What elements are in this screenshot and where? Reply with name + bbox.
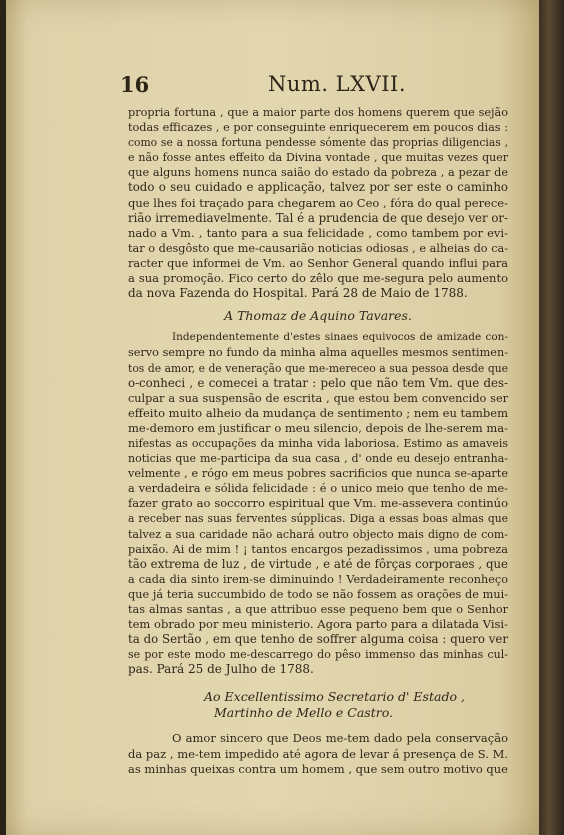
text-line: culpar a sua suspensão de escrita , que estou bem convencido ser [128,391,508,405]
text-line: Independentemente d'estes sinaes equivocos de amizade con- [172,331,508,344]
text-line: as minhas queixas contra um homem , que sem outro motivo que [128,761,508,776]
text-line: servo sempre no fundo da minha alma aquelles mesmos sentimen- [128,346,508,360]
addressee-title: Ao Excellentissimo Secretario d' Estado , [204,689,465,705]
addressee-block [128,689,508,721]
text-line: a sua promoção. Fico certo do zêlo que me-segura pelo aumento [128,271,508,286]
text-line: que alguns homens nunca saião do estado da pobreza , a pezar de [128,166,508,180]
text-line: paixão. Ai de mim ! ¡ tantos encargos pezadissimos , uma pobreza [128,542,508,556]
text-line: tão extrema de luz , de virtude , e até de fôrças corporaes , que [128,556,508,571]
text-line: da paz , me-tem impedido até agora de levar á presença de S. M. [128,746,508,761]
page-number: 16 [120,72,150,97]
text-line: se por este modo me-descarrego do pêso immenso das minhas cul- [128,648,508,662]
text-line: velmente , e rógo em meus pobres sacrificios que nunca se-aparte [128,467,508,481]
text-line: tar o desgôsto que me-causarião noticias odiosas , e alheias do ca- [128,241,508,255]
text-line: O amor sincero que Deos me-tem dado pela conservação [172,731,508,746]
running-title: Num. LXVII. [268,72,406,96]
text-line: o-conheci , e comecei a tratar : pelo que não tem Vm. que des- [128,375,508,390]
text-line: que lhes foi traçado para chegarem ao Ceo , fóra do qual perece- [128,195,508,210]
text-line: nado a Vm. , tanto para a sua felicidade , como tambem por evi- [128,225,508,240]
text-line: tem obrado por meu ministerio. Agora parto para a dilatada Visi- [128,617,508,632]
text-line: a verdadeira e sólida felicidade : é o unico meio que tenho de me- [128,482,508,496]
text-line: a cada dia sinto irem-se diminuindo ! Verdadeiramente reconheço [128,572,508,586]
text-line: pas. Pará 25 de Julho de 1788. [128,662,314,677]
text-line: fazer grato ao soccorro espiritual que Vm. me-assevera continúo [128,496,508,511]
text-line: todo o seu cuidado e applicação, talvez por ser este o caminho [128,180,508,195]
addressee-name: Martinho de Mello e Castro. [214,705,393,721]
text-line: talvez a sua caridade não achará outro objecto mais digno de com- [128,527,508,541]
text-line: rião irremediavelmente. Tal é a prudencia de que desejo ver or- [128,210,508,225]
letter-3 [128,731,508,776]
text-line: tos de amor, e de veneração que me-mereceo a sua pessoa desde que [128,361,508,375]
text-line: me-demoro em justificar o meu silencio, depois de lhe-serem ma- [128,420,509,435]
text-line: a receber nas suas ferventes súpplicas. Diga a essas boas almas que [128,512,508,526]
text-line: da nova Fazenda do Hospital. Pará 28 de Maio de 1788. [128,286,468,301]
text-line: noticias que me-participa da sua casa , d' onde eu desejo entranha- [128,452,508,466]
letter-2 [128,330,508,677]
page-text [128,105,508,777]
book-edge [539,0,564,835]
text-line: effeito muito alheio da mudança de sentimento ; nem eu tambem [128,405,508,420]
page-header [120,72,510,98]
text-line: racter que informei de Vm. ao Senhor General quando influi para [128,256,508,270]
addressee-heading: A Thomaz de Aquino Tavares. [224,308,412,324]
text-line: nifestas as occupações da minha vida laboriosa. Estimo as amaveis [128,436,508,450]
text-line: que já teria succumbido de todo se não fossem as orações de mui- [128,587,508,601]
text-line: todas efficazes , e por conseguinte enriquecerem em poucos dias : [128,121,508,135]
text-line: como se a nossa fortuna pendesse sómente das proprias diligencias , [128,136,508,150]
text-line: propria fortuna , que a maior parte dos homens querem que sejão [128,106,508,119]
text-line: ta do Sertão , em que tenho de soffrer alguma coisa : quero ver [128,632,508,647]
letter-1 [128,105,508,301]
text-line: tas almas santas , a que attribuo esse pequeno bem que o Senhor [128,603,508,616]
text-line: e não fosse antes effeito da Divina vontade , que muitas vezes quer [128,151,508,165]
